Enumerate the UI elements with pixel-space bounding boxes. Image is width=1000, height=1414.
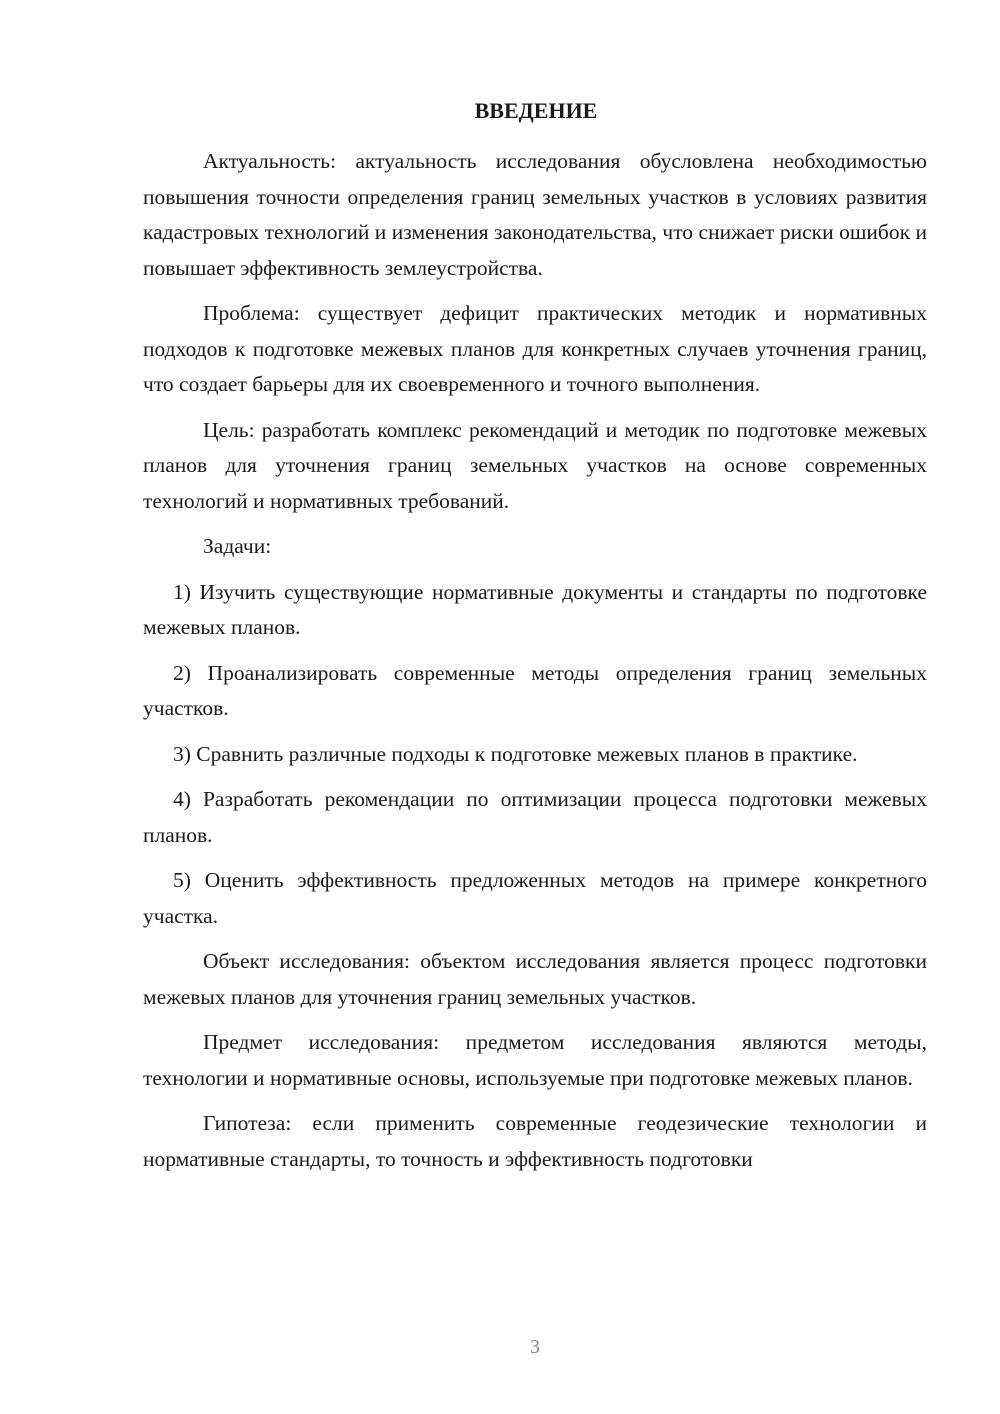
task-item-2: 2) Проанализировать современные методы определения границ земельных участков. bbox=[143, 660, 927, 720]
task-item-1: 1) Изучить существующие нормативные документы и стандарты по подготовке межевых планов. bbox=[143, 579, 927, 639]
paragraph-relevance: Актуальность: актуальность исследования обусловлена необходимостью повышения точности определения границ земельных участков в условиях развития кадастровых технологий и изменения законодательства, что снижает риски ошибок и повышает эффективность землеустройства. bbox=[143, 149, 927, 280]
paragraph-hypothesis: Гипотеза: если применить современные геодезические технологии и нормативные стандарты, то точность и эффективность подготовки bbox=[143, 1111, 927, 1171]
section-heading: ВВЕДЕНИЕ bbox=[474, 98, 598, 123]
paragraph-subject: Предмет исследования: предметом исследования являются методы, технологии и нормативные основы, используемые при подготовке межевых планов. bbox=[143, 1030, 927, 1090]
task-item-5: 5) Оценить эффективность предложенных методов на примере конкретного участка. bbox=[143, 868, 927, 928]
page-number: 3 bbox=[530, 1336, 540, 1358]
paragraph-tasks-label: Задачи: bbox=[203, 534, 272, 558]
task-item-4: 4) Разработать рекомендации по оптимизации процесса подготовки межевых планов. bbox=[143, 787, 927, 847]
paragraph-goal: Цель: разработать комплекс рекомендаций и методик по подготовке межевых планов для уточнения границ земельных участков на основе современных технологий и нормативных требований. bbox=[143, 417, 927, 513]
page-content bbox=[143, 96, 927, 1177]
paragraph-problem: Проблема: существует дефицит практических методик и нормативных подходов к подготовке межевых планов для конкретных случаев уточнения границ, что создает барьеры для их своевременного и точного выполнения. bbox=[143, 301, 927, 396]
task-item-3: 3) Сравнить различные подходы к подготовке межевых планов в практике. bbox=[173, 741, 858, 766]
paragraph-object: Объект исследования: объектом исследования является процесс подготовки межевых планов для уточнения границ земельных участков. bbox=[143, 949, 927, 1009]
